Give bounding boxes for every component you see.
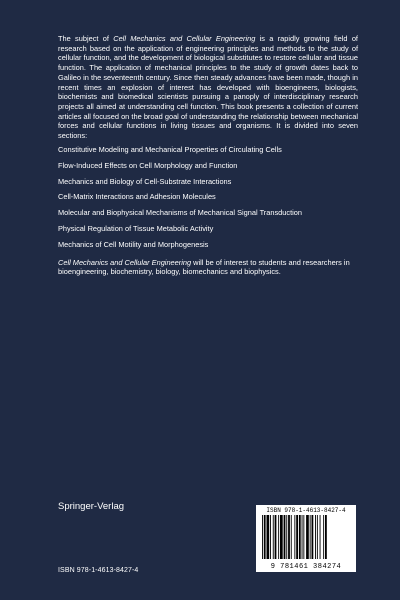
isbn-label: ISBN 978-1-4613-8427-4 (58, 567, 139, 574)
barcode-bar (278, 515, 279, 559)
barcode-bar (325, 515, 327, 559)
barcode-bar (315, 515, 316, 559)
section-item: Constitutive Modeling and Mechanical Properties of Circulating Cells (58, 144, 282, 154)
barcode-bar (262, 515, 263, 559)
barcode-bar (303, 515, 304, 559)
section-item: Mechanics and Biology of Cell-Substrate Interactions (58, 176, 232, 186)
section-item: Molecular and Biophysical Mechanisms of Mechanical Signal Transduction (58, 208, 303, 218)
book-title-outro: Cell Mechanics and Cellular Engineering (58, 257, 192, 267)
barcode-bar (275, 515, 277, 559)
barcode-bar (299, 515, 301, 559)
barcode-bar (267, 515, 270, 559)
barcode-bar (264, 515, 266, 559)
barcode-bar (317, 515, 318, 559)
barcode-bar (284, 515, 286, 559)
intro-text-body: is a rapidly growing field of research based on the application of engineering principles and methods to the study of cellular function, and the development of biological substitutes to restore cellular and tissue function. The application of mechanical principles to the study of growth dates back to Galileo in the seventeenth century. Since then steady advances have been made, though in recent times an explosion of interest has developed with bioengineers, biologists, biochemists and biomedical scientists pursuing a panoply of interdisciplinary research projects all aimed at understanding cell function. This book presents a collection of current articles all focused on the broad goal of understanding the relationship between mechanical forces and cellular functions in living tissues and organisms. It is divided into seven sections: (58, 34, 358, 141)
section-item: Cell-Matrix Interactions and Adhesion Molecules (58, 192, 216, 202)
barcode-bar (270, 515, 271, 559)
barcode-bar (302, 515, 303, 559)
barcode-bar (291, 515, 292, 559)
barcode-digits: 9 781461 384274 (270, 563, 342, 571)
barcode-bar (273, 515, 274, 559)
barcode-bar (288, 515, 290, 559)
barcode-bar (310, 515, 311, 559)
barcode-bars (262, 515, 350, 559)
barcode-bar (323, 515, 324, 559)
barcode (256, 505, 356, 572)
section-item: Physical Regulation of Tissue Metabolic Activity (58, 224, 214, 234)
intro-text-start: The subject of (58, 34, 114, 43)
outro-paragraph (58, 258, 358, 277)
outro-text: will be of interest to students and researchers in bioengineering, biochemistry, biology, biomechanics and biophysics. (58, 257, 350, 277)
barcode-bar (280, 515, 283, 559)
section-item: Flow-Induced Effects on Cell Morphology and Function (58, 160, 238, 170)
barcode-bar (320, 515, 321, 559)
publisher-name: Springer-Verlag (58, 501, 125, 512)
intro-paragraph (58, 34, 358, 141)
barcode-bar (286, 515, 287, 559)
sections-list (58, 145, 358, 250)
barcode-bar (312, 515, 314, 559)
barcode-bar (294, 515, 295, 559)
section-item: Mechanics of Cell Motility and Morphogenesis (58, 240, 209, 250)
barcode-bar (296, 515, 298, 559)
barcode-isbn-text: ISBN 978-1-4613-8427-4 (266, 507, 346, 514)
back-cover-text (58, 34, 358, 277)
book-title: Cell Mechanics and Cellular Engineering (113, 34, 256, 43)
barcode-bar (306, 515, 309, 559)
